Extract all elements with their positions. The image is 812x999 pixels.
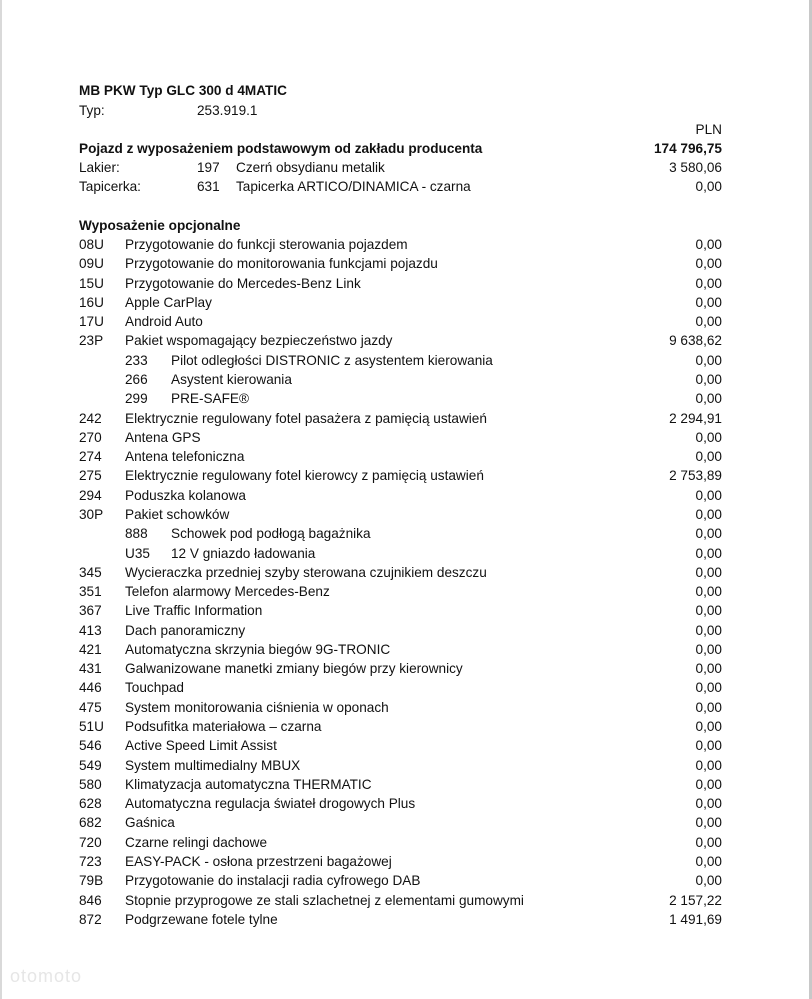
- item-code: 720: [79, 834, 102, 850]
- item-price: 0,00: [695, 275, 722, 291]
- item-code: 546: [79, 738, 102, 754]
- currency-label: PLN: [695, 122, 722, 137]
- item-description: Active Speed Limit Assist: [125, 738, 277, 754]
- equipment-row: [79, 331, 722, 350]
- item-price: 0,00: [695, 391, 722, 407]
- item-price: 0,00: [695, 603, 722, 619]
- item-code: 682: [79, 815, 102, 831]
- item-price: 0,00: [695, 873, 722, 889]
- item-price: 0,00: [695, 719, 722, 734]
- item-price: 0,00: [695, 294, 722, 310]
- paint-price: 3 580,06: [669, 160, 722, 175]
- equipment-row: [79, 698, 722, 717]
- item-description: Gaśnica: [125, 815, 175, 831]
- paint-code: 197: [197, 160, 220, 175]
- item-description: Przygotowanie do Mercedes-Benz Link: [125, 275, 361, 291]
- item-price: 0,00: [695, 352, 722, 368]
- equipment-row: [79, 775, 722, 794]
- item-description: Wycieraczka przedniej szyby sterowana czujnikiem deszczu: [125, 564, 487, 580]
- equipment-row: [79, 871, 722, 890]
- type-row: [79, 101, 722, 120]
- item-code: 275: [79, 468, 102, 484]
- currency-row: [79, 120, 722, 139]
- equipment-row: [79, 852, 722, 871]
- item-description: Pilot odległości DISTRONIC z asystentem kierowania: [171, 352, 493, 368]
- item-price: 0,00: [695, 429, 722, 445]
- item-price: 0,00: [695, 487, 722, 503]
- item-description: Automatyczna skrzynia biegów 9G-TRONIC: [125, 641, 391, 657]
- item-code: 294: [79, 487, 102, 503]
- item-price: 0,00: [695, 584, 722, 599]
- item-price: 0,00: [695, 372, 722, 387]
- item-description: Elektrycznie regulowany fotel kierowcy z pamięcią ustawień: [125, 468, 484, 484]
- equipment-row: [79, 833, 722, 852]
- equipment-row: [79, 447, 722, 466]
- item-description: Podsufitka materiałowa – czarna: [125, 719, 322, 734]
- item-description: 12 V gniazdo ładowania: [171, 545, 316, 561]
- item-code: 345: [79, 564, 102, 580]
- equipment-row: [79, 428, 722, 447]
- item-code: 299: [125, 391, 148, 407]
- equipment-row: [79, 640, 722, 659]
- upholstery-desc: Tapicerka ARTICO/DINAMICA - czarna: [236, 179, 471, 194]
- equipment-row: [79, 621, 722, 640]
- item-price: 2 294,91: [669, 410, 722, 426]
- watermark-logo: otomoto: [10, 966, 83, 986]
- item-description: Przygotowanie do instalacji radia cyfrowego DAB: [125, 873, 421, 889]
- item-price: 0,00: [695, 564, 722, 580]
- equipment-row: [79, 756, 722, 775]
- item-description: Czarne relingi dachowe: [125, 834, 268, 850]
- item-description: Stopnie przyprogowe ze stali szlachetnej z elementami gumowymi: [125, 892, 524, 908]
- item-code: U35: [125, 545, 150, 561]
- item-price: 0,00: [695, 237, 722, 252]
- item-price: 0,00: [695, 738, 722, 754]
- item-code: 549: [79, 757, 102, 773]
- item-description: Schowek pod podłogą bagażnika: [171, 526, 371, 542]
- item-code: 888: [125, 526, 148, 542]
- item-code: 30P: [79, 506, 104, 522]
- equipment-row: [79, 717, 722, 736]
- item-code: 16U: [79, 294, 104, 310]
- item-code: 872: [79, 911, 102, 927]
- item-description: Galwanizowane manetki zmiany biegów przy kierownicy: [125, 661, 463, 677]
- item-price: 2 753,89: [669, 468, 722, 484]
- equipment-row: [79, 254, 722, 273]
- item-price: 0,00: [695, 641, 722, 657]
- item-price: 0,00: [695, 815, 722, 831]
- item-description: Pakiet wspomagający bezpieczeństwo jazdy: [125, 333, 393, 349]
- item-description: Elektrycznie regulowany fotel pasażera z pamięcią ustawień: [125, 410, 487, 426]
- item-code: 23P: [79, 333, 104, 349]
- page-edge-left: [0, 0, 2, 999]
- item-code: 51U: [79, 719, 104, 734]
- item-description: Dach panoramiczny: [125, 622, 246, 638]
- item-description: Przygotowanie do funkcji sterowania pojazdem: [125, 237, 408, 252]
- item-description: Antena telefoniczna: [125, 449, 245, 465]
- upholstery-code: 631: [197, 179, 220, 194]
- item-description: Klimatyzacja automatyczna THERMATIC: [125, 776, 372, 792]
- equipment-row: [79, 601, 722, 620]
- item-description: Antena GPS: [125, 429, 201, 445]
- item-description: PRE-SAFE®: [171, 391, 249, 407]
- equipment-row: [79, 486, 722, 505]
- item-code: 17U: [79, 314, 104, 330]
- item-price: 0,00: [695, 796, 722, 812]
- item-price: 0,00: [695, 699, 722, 715]
- item-description: EASY-PACK - osłona przestrzeni bagażowej: [125, 854, 392, 869]
- item-description: Apple CarPlay: [125, 294, 212, 310]
- optional-equipment-heading: Wyposażenie opcjonalne: [79, 218, 241, 233]
- item-code: 431: [79, 661, 102, 677]
- equipment-row: [79, 910, 722, 929]
- base-vehicle-label: Pojazd z wyposażeniem podstawowym od zakładu producenta: [79, 141, 483, 156]
- item-description: System multimedialny MBUX: [125, 757, 301, 773]
- item-code: 367: [79, 603, 102, 619]
- item-code: 421: [79, 641, 102, 657]
- item-code: 475: [79, 699, 102, 715]
- item-description: Przygotowanie do monitorowania funkcjami pojazdu: [125, 256, 438, 272]
- type-value: 253.919.1: [197, 103, 258, 118]
- sub-item-row: [79, 544, 722, 563]
- paint-desc: Czerń obsydianu metalik: [236, 160, 385, 175]
- equipment-row: [79, 312, 722, 331]
- equipment-row: [79, 274, 722, 293]
- sub-item-row: [79, 351, 722, 370]
- sub-item-row: [79, 370, 722, 389]
- item-description: Android Auto: [125, 314, 203, 330]
- sub-item-row: [79, 524, 722, 543]
- item-code: 266: [125, 372, 148, 387]
- item-description: Podgrzewane fotele tylne: [125, 911, 278, 927]
- equipment-row: [79, 891, 722, 910]
- item-price: 0,00: [695, 622, 722, 638]
- item-code: 233: [125, 352, 148, 368]
- item-code: 274: [79, 449, 102, 465]
- equipment-row: [79, 813, 722, 832]
- sub-item-row: [79, 389, 722, 408]
- item-code: 09U: [79, 256, 104, 272]
- item-code: 270: [79, 429, 102, 445]
- upholstery-row: [79, 177, 722, 196]
- item-code: 723: [79, 854, 102, 869]
- document-title: MB PKW Typ GLC 300 d 4MATIC: [79, 83, 287, 98]
- item-code: 08U: [79, 237, 104, 252]
- item-price: 0,00: [695, 545, 722, 561]
- item-description: Telefon alarmowy Mercedes-Benz: [125, 584, 330, 599]
- item-description: Poduszka kolanowa: [125, 487, 246, 503]
- upholstery-price: 0,00: [695, 179, 722, 194]
- item-code: 242: [79, 410, 102, 426]
- item-price: 1 491,69: [669, 911, 722, 927]
- item-code: 446: [79, 680, 102, 696]
- item-code: 15U: [79, 275, 104, 291]
- equipment-row: [79, 563, 722, 582]
- item-price: 0,00: [695, 256, 722, 272]
- item-price: 0,00: [695, 680, 722, 696]
- item-price: 0,00: [695, 506, 722, 522]
- equipment-row: [79, 505, 722, 524]
- item-price: 0,00: [695, 526, 722, 542]
- item-code: 79B: [79, 873, 104, 889]
- item-code: 628: [79, 796, 102, 812]
- upholstery-label: Tapicerka:: [79, 179, 141, 194]
- item-price: 0,00: [695, 834, 722, 850]
- item-price: 0,00: [695, 449, 722, 465]
- item-code: 351: [79, 584, 102, 599]
- item-code: 580: [79, 776, 102, 792]
- equipment-row: [79, 293, 722, 312]
- equipment-row: [79, 466, 722, 485]
- base-vehicle-row: [79, 139, 722, 158]
- item-description: Pakiet schowków: [125, 506, 230, 522]
- paint-row: [79, 158, 722, 177]
- type-label: Typ:: [79, 103, 105, 118]
- item-price: 2 157,22: [669, 892, 722, 908]
- item-price: 0,00: [695, 854, 722, 869]
- item-price: 0,00: [695, 776, 722, 792]
- item-description: Live Traffic Information: [125, 603, 263, 619]
- item-price: 0,00: [695, 661, 722, 677]
- item-description: Touchpad: [125, 680, 184, 696]
- item-description: Asystent kierowania: [171, 372, 292, 387]
- item-price: 0,00: [695, 314, 722, 330]
- item-price: 0,00: [695, 757, 722, 773]
- item-description: Automatyczna regulacja świateł drogowych Plus: [125, 796, 416, 812]
- item-code: 413: [79, 622, 102, 638]
- item-description: System monitorowania ciśnienia w oponach: [125, 699, 389, 715]
- item-price: 9 638,62: [669, 333, 722, 349]
- item-code: 846: [79, 892, 102, 908]
- equipment-row: [79, 678, 722, 697]
- equipment-row: [79, 235, 722, 254]
- equipment-row: [79, 736, 722, 755]
- paint-label: Lakier:: [79, 160, 120, 175]
- equipment-row: [79, 794, 722, 813]
- equipment-row: [79, 582, 722, 601]
- equipment-row: [79, 659, 722, 678]
- equipment-row: [79, 409, 722, 428]
- base-vehicle-price: 174 796,75: [653, 141, 722, 156]
